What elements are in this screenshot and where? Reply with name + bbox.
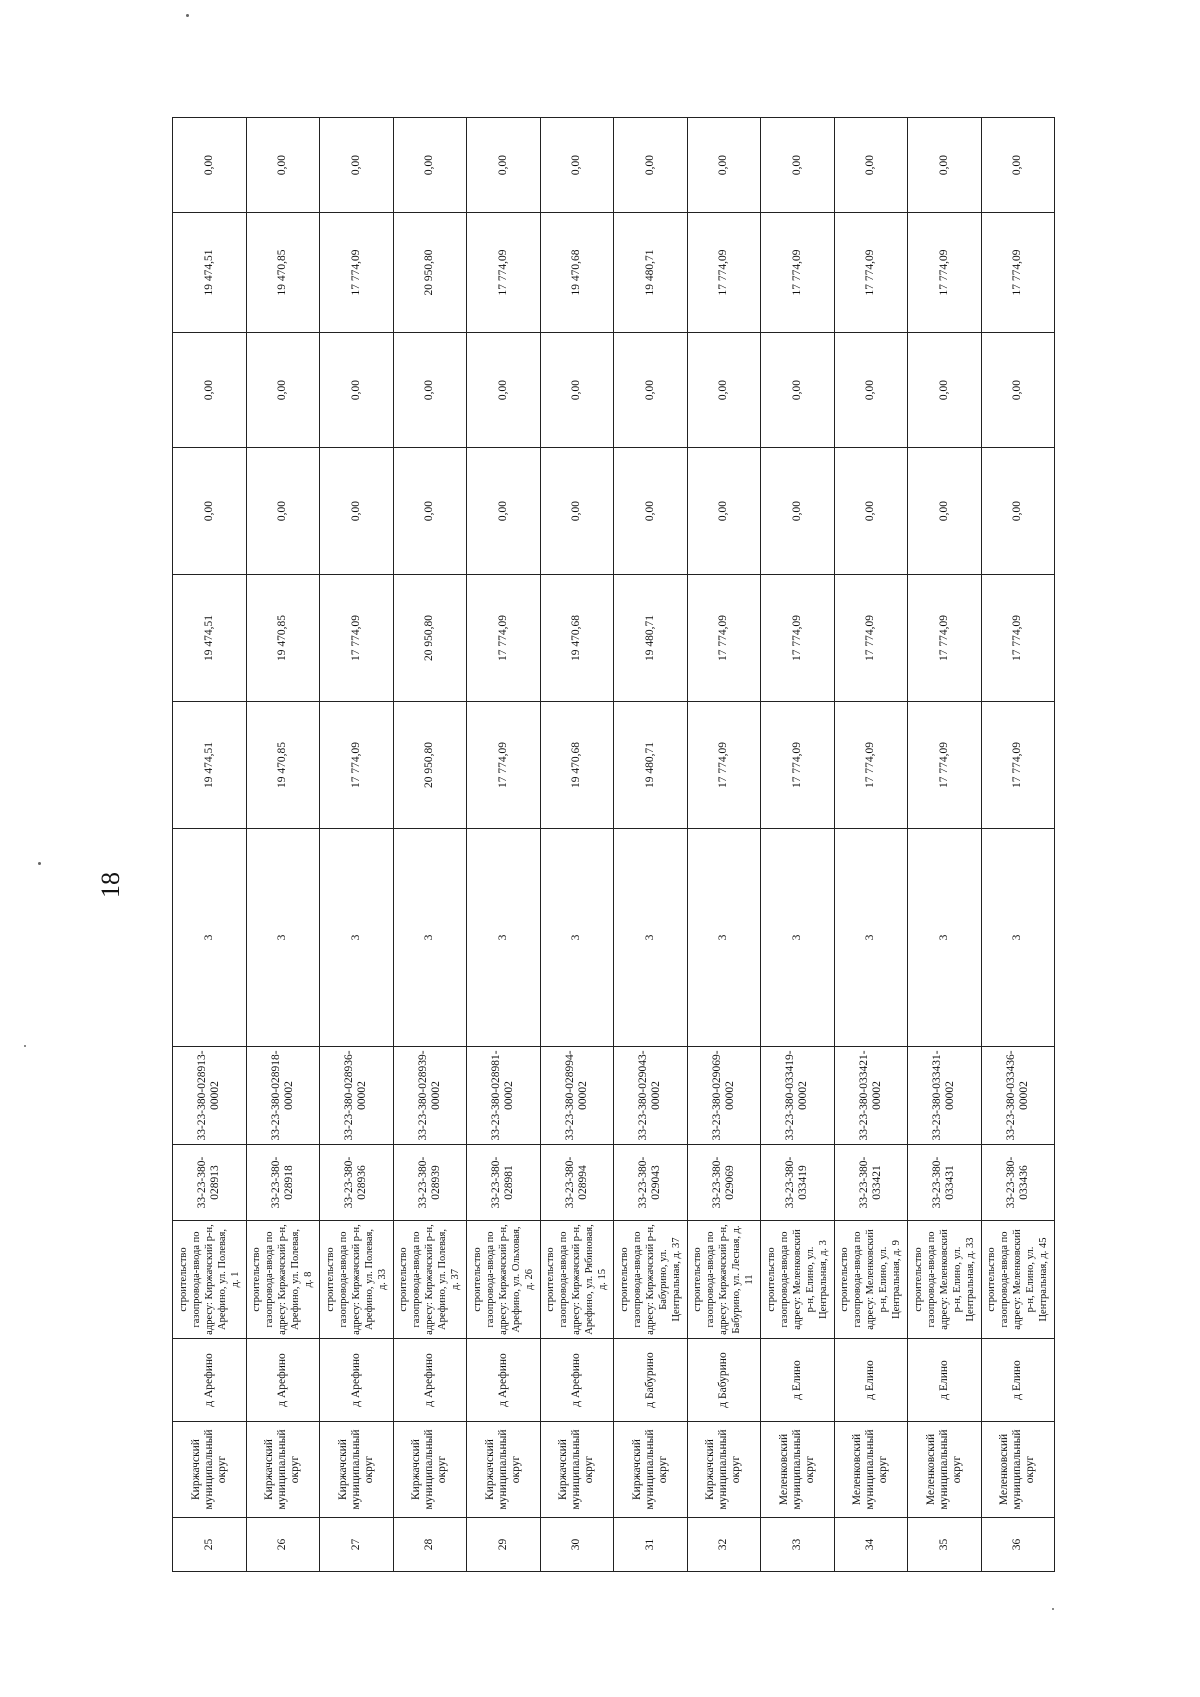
- cell-amount-b: 0,00: [761, 448, 835, 575]
- cell-amount-d: 17 774,09: [908, 213, 982, 333]
- cell-amount-d: 19 474,51: [173, 213, 247, 333]
- cell-row-number: 29: [467, 1518, 541, 1572]
- scan-speck: [1052, 1608, 1054, 1610]
- cell-amount-total: 19 480,71: [614, 702, 688, 829]
- cell-amount-d: 17 774,09: [981, 213, 1055, 333]
- cell-description: строительство газопровода-ввода по адресу: Меленковский р-н, Елино, ул. Центральная, д. 33: [908, 1221, 982, 1339]
- cell-amount-b: 0,00: [687, 448, 761, 575]
- table-row: [246, 118, 320, 1572]
- cell-amount-b: 0,00: [320, 448, 394, 575]
- table-row: [614, 118, 688, 1572]
- cell-category: 3: [761, 829, 835, 1047]
- gas-connection-table: [172, 117, 1055, 1572]
- cell-description: строительство газопровода-ввода по адресу: Киржачский р-н, Арефино, ул. Полевая, д. 1: [173, 1221, 247, 1339]
- cell-settlement: д Арефино: [540, 1339, 614, 1422]
- cell-row-number: 32: [687, 1518, 761, 1572]
- cell-settlement: д Арефино: [467, 1339, 541, 1422]
- cell-amount-d: 17 774,09: [834, 213, 908, 333]
- cell-amount-a: 20 950,80: [393, 575, 467, 702]
- cell-amount-b: 0,00: [834, 448, 908, 575]
- cell-category: 3: [467, 829, 541, 1047]
- cell-row-number: 30: [540, 1518, 614, 1572]
- cell-municipality: Киржачский муниципальный округ: [173, 1422, 247, 1518]
- cell-row-number: 27: [320, 1518, 394, 1572]
- cell-settlement: д Арефино: [393, 1339, 467, 1422]
- cell-amount-a: 17 774,09: [908, 575, 982, 702]
- cell-amount-d: 20 950,80: [393, 213, 467, 333]
- cell-amount-e: 0,00: [173, 118, 247, 213]
- cell-category: 3: [834, 829, 908, 1047]
- cell-amount-total: 17 774,09: [908, 702, 982, 829]
- cell-object-code: 33-23-380-028918: [246, 1145, 320, 1221]
- page-number: 18: [96, 872, 125, 898]
- cell-full-code: 33-23-380-029069-00002: [687, 1047, 761, 1145]
- cell-amount-a: 17 774,09: [320, 575, 394, 702]
- cell-amount-e: 0,00: [687, 118, 761, 213]
- cell-municipality: Киржачский муниципальный округ: [687, 1422, 761, 1518]
- cell-category: 3: [540, 829, 614, 1047]
- cell-amount-e: 0,00: [908, 118, 982, 213]
- cell-category: 3: [614, 829, 688, 1047]
- cell-amount-e: 0,00: [540, 118, 614, 213]
- scan-speck: [186, 14, 189, 17]
- cell-category: 3: [981, 829, 1055, 1047]
- cell-description: строительство газопровода-ввода по адресу: Киржачский р-н, Бабурино, ул. Центральная, д. 37: [614, 1221, 688, 1339]
- cell-amount-c: 0,00: [687, 333, 761, 448]
- cell-full-code: 33-23-380-028913-00002: [173, 1047, 247, 1145]
- cell-settlement: д Арефино: [173, 1339, 247, 1422]
- cell-municipality: Киржачский муниципальный округ: [320, 1422, 394, 1518]
- cell-municipality: Меленковский муниципальный округ: [908, 1422, 982, 1518]
- rotated-table-container: [172, 118, 1055, 1572]
- cell-municipality: Киржачский муниципальный округ: [393, 1422, 467, 1518]
- cell-description: строительство газопровода-ввода по адресу: Киржачский р-н, Бабурино, ул. Лесная, д. 11: [687, 1221, 761, 1339]
- cell-category: 3: [908, 829, 982, 1047]
- cell-amount-b: 0,00: [540, 448, 614, 575]
- cell-amount-total: 17 774,09: [687, 702, 761, 829]
- cell-category: 3: [246, 829, 320, 1047]
- cell-full-code: 33-23-380-028918-00002: [246, 1047, 320, 1145]
- cell-object-code: 33-23-380-029069: [687, 1145, 761, 1221]
- cell-description: строительство газопровода-ввода по адресу: Киржачский р-н, Арефино, ул. Полевая, д. 33: [320, 1221, 394, 1339]
- cell-amount-c: 0,00: [393, 333, 467, 448]
- cell-settlement: д Арефино: [320, 1339, 394, 1422]
- cell-settlement: д Елино: [834, 1339, 908, 1422]
- cell-settlement: д Елино: [908, 1339, 982, 1422]
- table-row: [393, 118, 467, 1572]
- cell-object-code: 33-23-380-028994: [540, 1145, 614, 1221]
- scan-speck: [24, 1045, 26, 1047]
- table-row: [540, 118, 614, 1572]
- cell-amount-c: 0,00: [246, 333, 320, 448]
- table-row: [908, 118, 982, 1572]
- scan-speck: [38, 862, 41, 865]
- table-row: [687, 118, 761, 1572]
- table-row: [981, 118, 1055, 1572]
- cell-amount-c: 0,00: [540, 333, 614, 448]
- cell-amount-c: 0,00: [614, 333, 688, 448]
- cell-amount-total: 17 774,09: [834, 702, 908, 829]
- cell-description: строительство газопровода-ввода по адресу: Киржачский р-н, Арефино, ул. Полевая, д. 8: [246, 1221, 320, 1339]
- cell-object-code: 33-23-380-028981: [467, 1145, 541, 1221]
- cell-amount-total: 19 470,68: [540, 702, 614, 829]
- cell-amount-a: 17 774,09: [467, 575, 541, 702]
- cell-amount-d: 19 470,85: [246, 213, 320, 333]
- cell-amount-d: 17 774,09: [761, 213, 835, 333]
- table-row: [761, 118, 835, 1572]
- cell-full-code: 33-23-380-033431-00002: [908, 1047, 982, 1145]
- cell-amount-c: 0,00: [173, 333, 247, 448]
- cell-settlement: д Елино: [981, 1339, 1055, 1422]
- cell-row-number: 26: [246, 1518, 320, 1572]
- cell-amount-total: 19 470,85: [246, 702, 320, 829]
- cell-amount-e: 0,00: [320, 118, 394, 213]
- cell-row-number: 31: [614, 1518, 688, 1572]
- cell-municipality: Киржачский муниципальный округ: [246, 1422, 320, 1518]
- cell-amount-a: 19 470,85: [246, 575, 320, 702]
- cell-amount-total: 19 474,51: [173, 702, 247, 829]
- cell-amount-a: 19 470,68: [540, 575, 614, 702]
- cell-amount-b: 0,00: [981, 448, 1055, 575]
- cell-settlement: д Бабурино: [614, 1339, 688, 1422]
- cell-row-number: 25: [173, 1518, 247, 1572]
- cell-settlement: д Бабурино: [687, 1339, 761, 1422]
- cell-full-code: 33-23-380-028936-00002: [320, 1047, 394, 1145]
- cell-row-number: 35: [908, 1518, 982, 1572]
- cell-amount-a: 17 774,09: [981, 575, 1055, 702]
- cell-amount-b: 0,00: [246, 448, 320, 575]
- cell-object-code: 33-23-380-033436: [981, 1145, 1055, 1221]
- cell-row-number: 34: [834, 1518, 908, 1572]
- cell-municipality: Киржачский муниципальный округ: [540, 1422, 614, 1518]
- cell-amount-c: 0,00: [981, 333, 1055, 448]
- cell-amount-d: 19 470,68: [540, 213, 614, 333]
- table-row: [467, 118, 541, 1572]
- cell-amount-total: 20 950,80: [393, 702, 467, 829]
- cell-amount-e: 0,00: [761, 118, 835, 213]
- cell-description: строительство газопровода-ввода по адресу: Киржачский р-н, Арефино, ул. Рябиновая, д. 15: [540, 1221, 614, 1339]
- table-row: [320, 118, 394, 1572]
- cell-object-code: 33-23-380-029043: [614, 1145, 688, 1221]
- cell-object-code: 33-23-380-033431: [908, 1145, 982, 1221]
- cell-object-code: 33-23-380-028936: [320, 1145, 394, 1221]
- cell-full-code: 33-23-380-028994-00002: [540, 1047, 614, 1145]
- cell-description: строительство газопровода-ввода по адресу: Киржачский р-н, Арефино, ул. Ольховая, д. 26: [467, 1221, 541, 1339]
- cell-amount-c: 0,00: [761, 333, 835, 448]
- cell-amount-a: 19 480,71: [614, 575, 688, 702]
- cell-amount-c: 0,00: [834, 333, 908, 448]
- table-row: [834, 118, 908, 1572]
- cell-amount-d: 19 480,71: [614, 213, 688, 333]
- cell-amount-b: 0,00: [614, 448, 688, 575]
- cell-settlement: д Арефино: [246, 1339, 320, 1422]
- cell-amount-c: 0,00: [908, 333, 982, 448]
- cell-amount-e: 0,00: [467, 118, 541, 213]
- cell-row-number: 33: [761, 1518, 835, 1572]
- cell-municipality: Киржачский муниципальный округ: [467, 1422, 541, 1518]
- cell-description: строительство газопровода-ввода по адресу: Меленковский р-н, Елино, ул. Центральная, д. 9: [834, 1221, 908, 1339]
- cell-category: 3: [393, 829, 467, 1047]
- cell-amount-d: 17 774,09: [467, 213, 541, 333]
- cell-municipality: Меленковский муниципальный округ: [834, 1422, 908, 1518]
- cell-amount-total: 17 774,09: [761, 702, 835, 829]
- cell-amount-e: 0,00: [246, 118, 320, 213]
- cell-amount-b: 0,00: [908, 448, 982, 575]
- cell-row-number: 36: [981, 1518, 1055, 1572]
- cell-amount-total: 17 774,09: [320, 702, 394, 829]
- cell-amount-e: 0,00: [614, 118, 688, 213]
- cell-full-code: 33-23-380-033419-00002: [761, 1047, 835, 1145]
- cell-municipality: Меленковский муниципальный округ: [981, 1422, 1055, 1518]
- cell-description: строительство газопровода-ввода по адресу: Киржачский р-н, Арефино, ул. Полевая, д. 37: [393, 1221, 467, 1339]
- cell-amount-a: 19 474,51: [173, 575, 247, 702]
- cell-object-code: 33-23-380-033421: [834, 1145, 908, 1221]
- cell-category: 3: [687, 829, 761, 1047]
- cell-full-code: 33-23-380-028939-00002: [393, 1047, 467, 1145]
- cell-amount-a: 17 774,09: [687, 575, 761, 702]
- cell-amount-b: 0,00: [393, 448, 467, 575]
- cell-amount-a: 17 774,09: [761, 575, 835, 702]
- cell-full-code: 33-23-380-033436-00002: [981, 1047, 1055, 1145]
- cell-category: 3: [320, 829, 394, 1047]
- cell-object-code: 33-23-380-028939: [393, 1145, 467, 1221]
- cell-description: строительство газопровода-ввода по адресу: Меленковский р-н, Елино, ул. Центральная, д. 45: [981, 1221, 1055, 1339]
- cell-object-code: 33-23-380-028913: [173, 1145, 247, 1221]
- cell-amount-d: 17 774,09: [320, 213, 394, 333]
- table-row: [173, 118, 247, 1572]
- cell-amount-e: 0,00: [393, 118, 467, 213]
- cell-full-code: 33-23-380-028981-00002: [467, 1047, 541, 1145]
- cell-amount-b: 0,00: [467, 448, 541, 575]
- cell-amount-c: 0,00: [467, 333, 541, 448]
- cell-amount-e: 0,00: [834, 118, 908, 213]
- cell-full-code: 33-23-380-033421-00002: [834, 1047, 908, 1145]
- cell-amount-total: 17 774,09: [981, 702, 1055, 829]
- cell-settlement: д Елино: [761, 1339, 835, 1422]
- cell-municipality: Меленковский муниципальный округ: [761, 1422, 835, 1518]
- cell-row-number: 28: [393, 1518, 467, 1572]
- cell-amount-c: 0,00: [320, 333, 394, 448]
- table-body: [173, 118, 1055, 1572]
- cell-amount-e: 0,00: [981, 118, 1055, 213]
- cell-municipality: Киржачский муниципальный округ: [614, 1422, 688, 1518]
- cell-full-code: 33-23-380-029043-00002: [614, 1047, 688, 1145]
- cell-description: строительство газопровода-ввода по адресу: Меленковский р-н, Елино, ул. Центральная, д. 3: [761, 1221, 835, 1339]
- cell-object-code: 33-23-380-033419: [761, 1145, 835, 1221]
- cell-category: 3: [173, 829, 247, 1047]
- cell-amount-a: 17 774,09: [834, 575, 908, 702]
- cell-amount-total: 17 774,09: [467, 702, 541, 829]
- cell-amount-b: 0,00: [173, 448, 247, 575]
- cell-amount-d: 17 774,09: [687, 213, 761, 333]
